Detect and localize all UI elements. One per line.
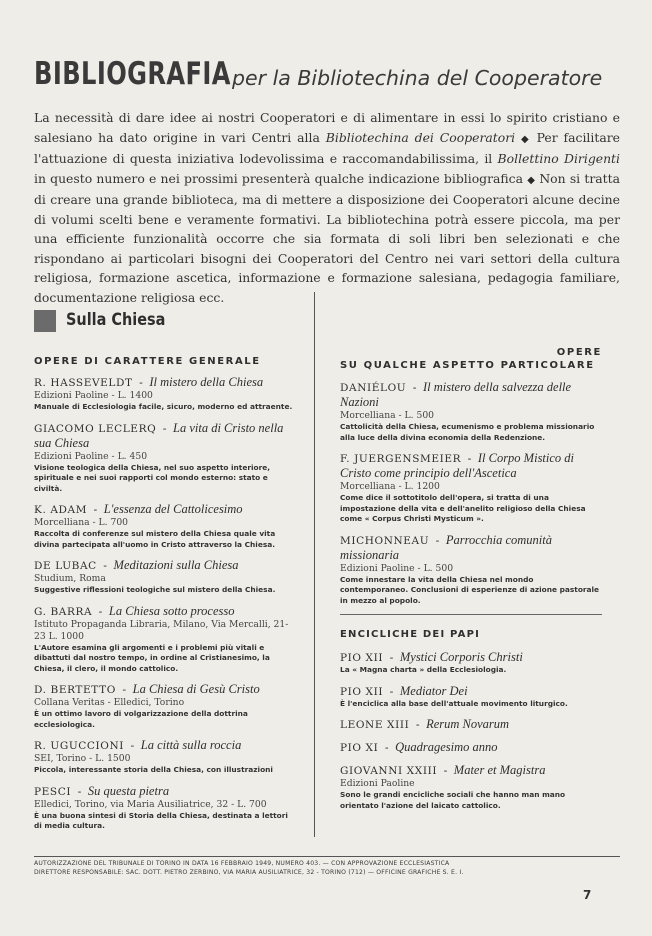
right-column — [340, 346, 602, 819]
right-heading-line-1: OPERE — [556, 347, 602, 358]
bibliography-entry — [34, 502, 294, 550]
footer — [34, 859, 620, 877]
section-square-icon — [34, 310, 56, 332]
bibliography-entry — [34, 604, 294, 675]
entry-publisher: Morcelliana - L. 1200 — [340, 481, 440, 492]
bibliography-entry — [34, 558, 294, 596]
entry-title: Mediator Dei — [399, 683, 468, 698]
entry-heading: PIO XII - Mediator Dei — [340, 683, 468, 698]
bibliography-entry — [34, 738, 294, 776]
entry-title: Quadragesimo anno — [395, 740, 498, 754]
diamond-icon: ◆ — [527, 174, 536, 186]
right-heading-line-2: SU QUALCHE ASPETTO PARTICOLARE — [340, 360, 595, 371]
entry-heading: PIO XI - Quadragesimo anno — [340, 740, 498, 754]
entry-heading: G. BARRA - La Chiesa sotto processo — [34, 603, 235, 618]
entry-heading: R. HASSEVELDT - Il mistero della Chiesa — [34, 375, 264, 389]
bibliography-entry — [340, 763, 602, 811]
entry-author: G. BARRA — [34, 605, 93, 618]
entry-heading: DANIÉLOU - Il mistero della salvezza delle Nazioni — [340, 380, 572, 409]
entry-heading: R. UGUCCIONI - La città sulla roccia — [34, 738, 242, 752]
entry-publisher: Elledici, Torino, via Maria Ausiliatrice, 32 - L. 700 — [34, 798, 267, 810]
entry-publisher: Morcelliana - L. 700 — [34, 517, 129, 528]
entry-heading: GIACOMO LECLERQ - La vita di Cristo nella sua Chiesa — [34, 420, 284, 450]
entry-title: Mater et Magistra — [453, 763, 546, 777]
entry-publisher: Edizioni Paoline - L. 500 — [340, 562, 454, 574]
entry-publisher: Edizioni Paoline - L. 1400 — [34, 390, 153, 401]
entry-heading: D. BERTETTO - La Chiesa di Gesù Cristo — [34, 682, 260, 696]
footer-divider — [34, 856, 620, 857]
entry-author: R. HASSEVELDT — [34, 377, 133, 389]
entry-heading: PIO XII - Mystici Corporis Christi — [340, 650, 523, 664]
footer-line-1: AUTORIZZAZIONE DEL TRIBUNALE DI TORINO IN DATA 16 FEBBRAIO 1949, NUMERO 403. — CON APPROVAZIONE ECCLESIASTICA — [34, 860, 450, 867]
entry-description: Raccolta di conferenze sul mistero della Chiesa quale vita divina partecipata all'uomo in Cristo attraverso la Chiesa. — [34, 529, 276, 549]
left-column-heading: OPERE DI CARATTERE GENERALE — [34, 356, 261, 367]
entry-description: Come innestare la vita della Chiesa nel mondo contemporaneo. Conclusioni di esperienze di azione pastorale in mezzo al popolo. — [340, 574, 600, 605]
entry-title: La Chiesa di Gesù Cristo — [132, 682, 260, 696]
encyclical-entries — [340, 650, 602, 811]
entry-publisher: Edizioni Paoline - L. 450 — [34, 450, 148, 462]
left-column — [34, 356, 294, 840]
entry-author: DANIÉLOU — [340, 382, 407, 394]
entry-author: R. UGUCCIONI — [34, 740, 125, 752]
entry-description: Cattolicità della Chiesa, ecumenismo e problema missionario alla luce della divina economia della Redenzione. — [340, 422, 595, 442]
entry-title: Il mistero della Chiesa — [149, 375, 264, 389]
bibliography-entry — [34, 682, 294, 730]
entry-description: Manuale di Ecclesiologia facile, sicuro, moderno ed attraente. — [34, 402, 293, 411]
intro-text-3: in questo numero e nei prossimi presenterà qualche indicazione bibliografica — [34, 170, 528, 186]
entry-author: PIO XII — [340, 685, 384, 698]
intro-emphasis-2: Bollettino Dirigenti — [497, 151, 621, 166]
entry-title: Rerum Novarum — [426, 717, 510, 731]
entry-description: Sono le grandi encicliche sociali che hanno man mano orientato l'azione del laicato cattolico. — [340, 790, 566, 810]
page-number: 7 — [583, 888, 592, 902]
entry-title: Il mistero della salvezza delle Nazioni — [340, 380, 572, 409]
entry-description: È una buona sintesi di Storia della Chiesa, destinata a lettori di media cultura. — [34, 810, 288, 830]
right-entries — [340, 380, 602, 606]
entry-description: La « Magna charta » della Ecclesiologia. — [340, 665, 507, 674]
entry-heading: K. ADAM - L'essenza del Cattolicesimo — [34, 502, 243, 516]
entry-publisher: Morcelliana - L. 500 — [340, 410, 435, 421]
bibliography-entry — [34, 784, 294, 832]
intro-text-2: Per facilitare l'attuazione di questa iniziativa lodevolissima e raccomandabilissima, il — [34, 129, 620, 166]
entry-title: La città sulla roccia — [140, 738, 242, 752]
intro-paragraph — [34, 108, 620, 307]
entry-title: Meditazioni sulla Chiesa — [113, 558, 239, 572]
entry-author: GIOVANNI XXIII — [340, 765, 438, 777]
entry-description: Piccola, interessante storia della Chiesa, con illustrazioni — [34, 765, 273, 774]
entry-author: DE LUBAC — [34, 560, 97, 572]
entry-title: La vita di Cristo nella sua Chiesa — [34, 420, 284, 450]
entry-author: F. JUERGENSMEIER — [340, 453, 462, 465]
entry-author: LEONE XIII — [340, 719, 410, 731]
intro-text-4: Non si tratta di creare una grande biblioteca, ma di mettere a disposizione dei Cooperatori alcune decine di volumi scelti bene e veramente formativi. La bibliotechina potrà essere piccola, ma per una efficiente funzionalità occorre che sia formata di soli libri ben selezionati e che rispondano ai particolari bisogni dei Cooperatori del Centro nei vari settori della cultura religiosa, formazione ascetica, informazione e formazione salesiana, pedagogia familiare, documentazione religiosa ecc. — [34, 170, 620, 305]
page-header — [34, 56, 620, 94]
entry-title: Il Corpo Mistico di Cristo come principio dell'Ascetica — [340, 451, 575, 480]
entry-publisher: Collana Veritas - Elledici, Torino — [34, 697, 185, 708]
entry-description: Suggestive riflessioni teologiche sul mistero della Chiesa. — [34, 585, 276, 594]
bibliography-entry — [340, 740, 602, 755]
bibliography-entry — [340, 684, 602, 710]
entry-author: K. ADAM — [34, 504, 88, 516]
entry-heading: GIOVANNI XXIII - Mater et Magistra — [340, 763, 546, 777]
encyclicals-heading: ENCICLICHE DEI PAPI — [340, 629, 481, 640]
entry-heading: MICHONNEAU - Parrocchia comunità missionaria — [340, 532, 553, 562]
section-title: Sulla Chiesa — [66, 310, 166, 330]
entry-title: Su questa pietra — [87, 783, 170, 798]
entry-publisher: SEI, Torino - L. 1500 — [34, 753, 131, 764]
intro-text-1: La necessità di dare idee ai nostri Cooperatori e di alimentare in essi lo spirito cristiano e salesiano ha dato origine in vari Centri alla — [34, 110, 620, 145]
entry-description: È l'enciclica alla base dell'attuale movimento liturgico. — [340, 698, 568, 708]
entry-author: PIO XI — [340, 742, 379, 754]
entry-heading: F. JUERGENSMEIER - Il Corpo Mistico di Cristo come principio dell'Ascetica — [340, 451, 575, 480]
entry-heading: LEONE XIII - Rerum Novarum — [340, 717, 510, 731]
bibliography-entry — [34, 421, 294, 495]
encyclicals-divider — [340, 614, 602, 615]
entry-title: La Chiesa sotto processo — [108, 603, 235, 618]
entry-heading: DE LUBAC - Meditazioni sulla Chiesa — [34, 558, 239, 572]
entry-description: È un ottimo lavoro di volgarizzazione della dottrina ecclesiologica. — [34, 709, 248, 729]
footer-line-2: DIRETTORE RESPONSABILE: SAC. DOTT. PIETRO ZERBINO, VIA MARIA AUSILIATRICE, 32 - TORINO (712) — OFFICINE GRAFICHE S. E. I. — [34, 869, 464, 876]
right-column-heading — [340, 346, 602, 372]
entry-title: Mystici Corporis Christi — [399, 650, 523, 664]
entry-author: GIACOMO LECLERQ — [34, 422, 157, 435]
entry-author: D. BERTETTO — [34, 684, 116, 696]
entry-heading: PESCI - Su questa pietra — [34, 783, 170, 798]
page-title: BIBLIOGRAFIA — [34, 56, 231, 92]
bibliography-entry — [340, 533, 602, 607]
bibliography-entry — [34, 375, 294, 413]
diamond-icon: ◆ — [521, 133, 531, 145]
entry-publisher: Istituto Propaganda Libraria, Milano, Via Mercalli, 21-23 L. 1000 — [34, 618, 289, 642]
entry-author: PESCI — [34, 785, 72, 798]
entry-description: L'Autore esamina gli argomenti e i problemi più vitali e dibattuti dal nostro tempo, in ordine al Cristianesimo, la Chiesa, il clero, il mondo cattolico. — [34, 642, 270, 673]
entry-title: Parrocchia comunità missionaria — [340, 532, 553, 562]
column-divider — [314, 292, 315, 837]
entry-publisher: Studium, Roma — [34, 573, 106, 584]
entry-publisher: Edizioni Paoline — [340, 778, 415, 789]
entry-description: Visione teologica della Chiesa, nel suo aspetto interiore, spirituale e nei suoi rapporti col mondo esterno: stato e civiltà. — [34, 462, 271, 493]
bibliography-entry — [340, 717, 602, 732]
left-entries — [34, 375, 294, 832]
entry-description: Come dice il sottotitolo dell'opera, si tratta di una impostazione della vita e dell'anelito religioso della Chiesa come « Corpus Christi Mysticum ». — [340, 493, 586, 523]
bibliography-entry — [340, 650, 602, 676]
page-subtitle: per la Bibliotechina del Cooperatore — [232, 66, 603, 90]
entry-author: MICHONNEAU — [340, 534, 430, 547]
bibliography-entry — [340, 451, 602, 525]
bibliography-entry — [340, 380, 602, 443]
intro-emphasis-1: Bibliotechina dei Cooperatori — [325, 129, 516, 145]
entry-title: L'essenza del Cattolicesimo — [103, 502, 243, 516]
entry-author: PIO XII — [340, 652, 384, 664]
